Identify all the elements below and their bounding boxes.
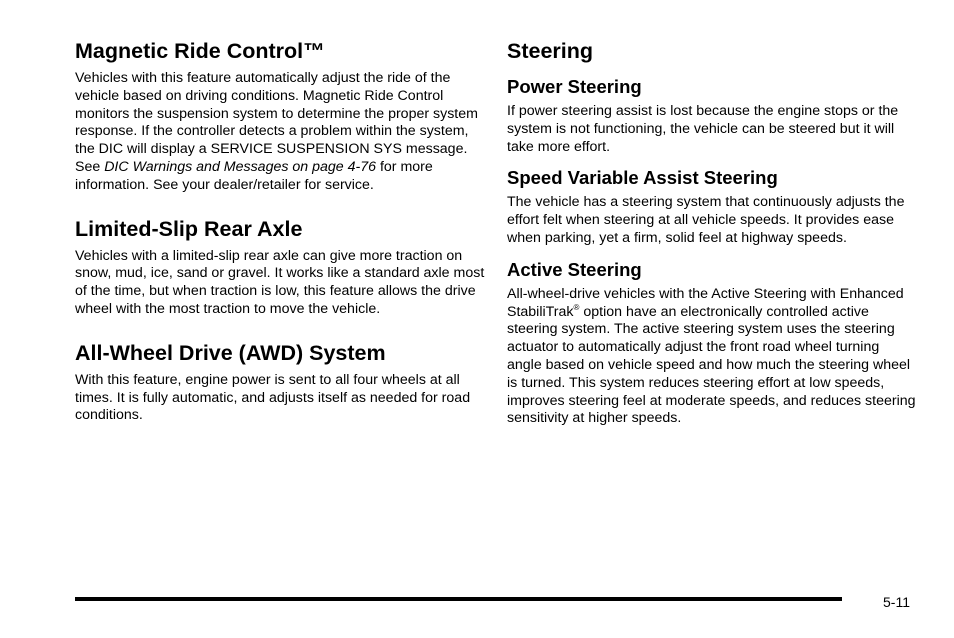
magnetic-ride-section — [75, 38, 485, 195]
awd-section — [75, 340, 485, 425]
speed-variable-heading: Speed Variable Assist Steering — [507, 167, 778, 189]
power-steering-heading: Power Steering — [507, 76, 642, 97]
registered-mark: ® — [573, 302, 580, 312]
speed-variable-section — [507, 167, 917, 247]
page-number: 5-11 — [883, 594, 910, 610]
magnetic-ride-text-b: for more information. See your dealer/retailer for service. — [75, 158, 433, 193]
limited-slip-text: Vehicles with a limited-slip rear axle can give more traction on snow, mud, ice, sand or gravel. It works like a standard axle most of the time, but when traction is low, this feature allows the drive wheel with the most traction to move the vehicle. — [75, 247, 485, 317]
speed-variable-text: The vehicle has a steering system that continuously adjusts the effort felt when steering at all vehicle speeds. It provides ease when parking, yet a firm, solid feel at highway speeds. — [507, 194, 905, 246]
dic-warnings-reference: DIC Warnings and Messages on page 4-76 — [104, 158, 377, 175]
active-steering-text-b: option have an electronically controlled active steering system. The active steering system uses the steering actuator to automatically adjust the front road wheel turning angle based on vehicle speed and how much the steering wheel is turned. This system reduces steering effort at low speeds, improves steering feel at moderate speeds, and reduces steering sensitivity at higher speeds. — [507, 303, 916, 427]
active-steering-text — [507, 286, 917, 428]
active-steering-heading: Active Steering — [507, 258, 642, 280]
limited-slip-heading: Limited-Slip Rear Axle — [75, 216, 303, 241]
footer-rule — [75, 597, 842, 601]
steering-heading: Steering — [507, 39, 594, 63]
active-steering-section — [507, 259, 917, 428]
active-steering-text-a: All-wheel-drive vehicles with the Active Steering with Enhanced StabiliTrak — [507, 285, 904, 320]
awd-text: With this feature, engine power is sent to all four wheels at all times. It is fully automatic, and adjusts itself as needed for road conditions. — [75, 371, 471, 424]
magnetic-ride-text — [75, 70, 485, 195]
awd-heading: All-Wheel Drive (AWD) System — [75, 340, 386, 365]
magnetic-ride-heading: Magnetic Ride Control™ — [75, 39, 325, 63]
power-steering-text: If power steering assist is lost because the engine stops or the system is not functioning, the vehicle can be steered but it will take more effort. — [507, 103, 899, 155]
right-column — [507, 38, 917, 428]
limited-slip-section — [75, 216, 485, 319]
magnetic-ride-text-a: Vehicles with this feature automatically adjust the ride of the vehicle based on driving conditions. Magnetic Ride Control monitors the suspension system to determine the proper system response. If the controller detects a problem within the system, the DIC will display a SERVICE SUSPENSION SYS message. See — [75, 70, 478, 175]
power-steering-section — [507, 76, 917, 156]
left-column — [75, 38, 485, 425]
